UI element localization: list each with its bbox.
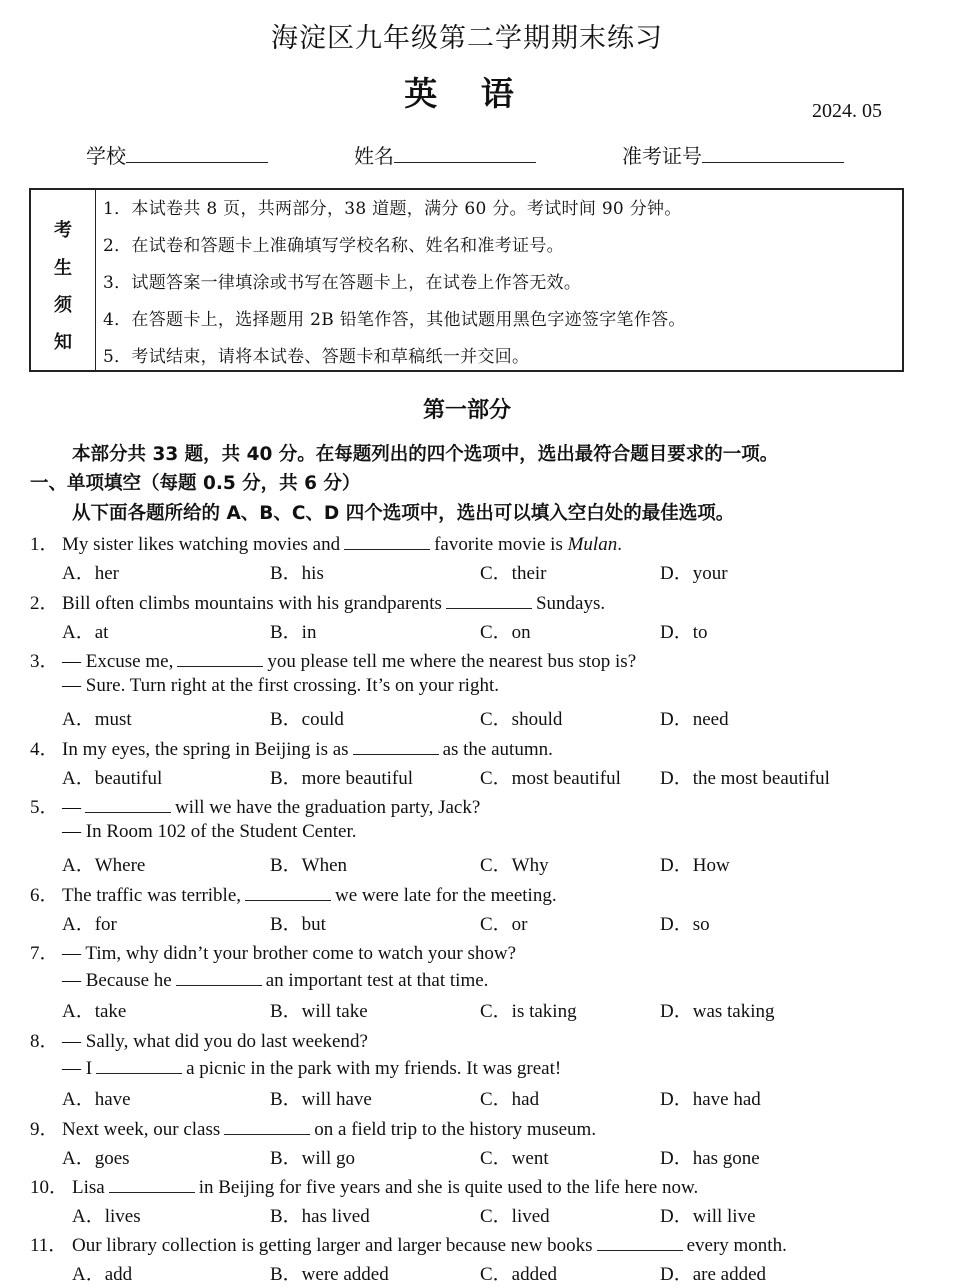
question-stem	[30, 529, 622, 556]
stem-text: Bill often climbs mountains with his grandparents	[62, 593, 442, 614]
question-number: 3．	[30, 651, 59, 672]
option-b: B．were added	[270, 1264, 389, 1285]
answer-blank	[224, 1116, 310, 1135]
option-b: B．will have	[270, 1089, 372, 1110]
question-stem	[30, 880, 557, 907]
stem-text: — Sally, what did you do last weekend?	[62, 1031, 368, 1052]
stem-text: every month.	[686, 1235, 787, 1256]
option-c: C．Why	[480, 855, 549, 876]
name-label: 姓名	[354, 144, 394, 168]
option-a: A．at	[62, 622, 109, 643]
option-a: A．for	[62, 914, 117, 935]
option-b: B．When	[270, 855, 348, 876]
answer-blank	[85, 794, 171, 813]
option-a: A．add	[72, 1264, 133, 1285]
question-stem	[30, 792, 480, 819]
option-c: C．on	[480, 622, 531, 643]
option-b: B．in	[270, 622, 317, 643]
exam-title: 海淀区九年级第二学期期末练习	[271, 23, 663, 54]
dialogue-reply	[62, 1055, 561, 1080]
question-number: 7．	[30, 943, 59, 964]
option-b: B．his	[270, 563, 324, 584]
option-d: D．to	[660, 622, 708, 643]
option-d: D．has gone	[660, 1148, 760, 1169]
question-number: 9．	[30, 1119, 59, 1140]
question-stem	[30, 1026, 368, 1053]
notice-item: 1．本试卷共 8 页，共两部分，38 道题，满分 60 分。考试时间 90 分钟。	[103, 199, 682, 219]
option-a: A．goes	[62, 1148, 130, 1169]
stem-text: — Tim, why didn’t your brother come to watch your show?	[62, 943, 517, 964]
option-d: D．have had	[660, 1089, 761, 1110]
notice-side-char: 考	[54, 220, 72, 241]
stem-text: .	[617, 534, 622, 555]
part-heading: 第一部分	[422, 398, 511, 423]
stem-text: My sister likes watching movies and	[62, 534, 341, 555]
option-c: C．is taking	[480, 1001, 577, 1022]
option-a: A．must	[62, 709, 132, 730]
notice-item: 4．在答题卡上，选择题用 2B 铅笔作答，其他试题用黑色字迹签字笔作答。	[103, 310, 686, 330]
question-number: 6．	[30, 885, 59, 906]
option-c: C．should	[480, 709, 563, 730]
answer-blank	[597, 1232, 683, 1251]
question-number: 8．	[30, 1031, 59, 1052]
option-d: D．so	[660, 914, 710, 935]
exam-id-field	[622, 140, 844, 169]
question-stem	[30, 734, 553, 761]
option-c: C．their	[480, 563, 547, 584]
notice-items	[103, 194, 896, 379]
stem-text: — Excuse me,	[62, 651, 174, 672]
option-c: C．went	[480, 1148, 549, 1169]
question-stem	[30, 1230, 787, 1257]
stem-text: on a field trip to the history museum.	[314, 1119, 597, 1140]
stem-text: In my eyes, the spring in Beijing is as	[62, 739, 349, 760]
option-b: B．has lived	[270, 1206, 370, 1227]
reply-text: — Because he	[62, 970, 172, 991]
option-a: A．have	[62, 1089, 131, 1110]
question-number: 5．	[30, 797, 59, 818]
answer-blank	[353, 736, 439, 755]
option-d: D．was taking	[660, 1001, 775, 1022]
option-c: C．or	[480, 914, 528, 935]
option-b: B．will go	[270, 1148, 355, 1169]
exam-id-blank	[702, 142, 844, 163]
stem-text: we were late for the meeting.	[335, 885, 557, 906]
dialogue-reply: — Sure. Turn right at the first crossing. It’s on your right.	[62, 675, 499, 696]
option-a: A．take	[62, 1001, 127, 1022]
school-field	[86, 140, 268, 169]
section-instructions: 从下面各题所给的 A、B、C、D 四个选项中，选出可以填入空白处的最佳选项。	[72, 503, 735, 524]
option-d: D．need	[660, 709, 729, 730]
option-d: D．will live	[660, 1206, 756, 1227]
option-c: C．added	[480, 1264, 558, 1285]
answer-blank	[176, 967, 262, 986]
school-blank	[126, 142, 268, 163]
name-field	[354, 140, 536, 169]
exam-date: 2024. 05	[812, 100, 882, 122]
stem-text: Next week, our class	[62, 1119, 221, 1140]
stem-text: as the autumn.	[442, 739, 553, 760]
notice-item: 3．试题答案一律填涂或书写在答题卡上，在试卷上作答无效。	[103, 273, 582, 293]
stem-text: —	[62, 797, 81, 818]
answer-blank	[245, 882, 331, 901]
notice-item: 2．在试卷和答题卡上准确填写学校名称、姓名和准考证号。	[103, 236, 564, 256]
answer-blank	[446, 590, 532, 609]
notice-side-char: 生	[54, 258, 72, 279]
reply-text: a picnic in the park with my friends. It was great!	[186, 1058, 562, 1079]
dialogue-reply	[62, 967, 488, 992]
stem-text: will we have the graduation party, Jack?	[175, 797, 481, 818]
option-b: B．more beautiful	[270, 768, 413, 789]
notice-side-label	[31, 190, 96, 370]
subject-title: 英 语	[404, 74, 530, 113]
question-number: 4．	[30, 739, 59, 760]
question-stem	[30, 646, 636, 673]
stem-text: Sundays.	[535, 593, 606, 614]
reply-text: an important test at that time.	[265, 970, 489, 991]
question-number: 2．	[30, 593, 59, 614]
stem-text: favorite movie is	[434, 534, 563, 555]
dialogue-reply: — In Room 102 of the Student Center.	[62, 821, 357, 842]
option-b: B．will take	[270, 1001, 368, 1022]
stem-text: Our library collection is getting larger and larger because new books	[72, 1235, 593, 1256]
option-a: A．beautiful	[62, 768, 163, 789]
name-blank	[394, 142, 536, 163]
notice-item: 5．考试结束，请将本试卷、答题卡和草稿纸一并交回。	[103, 347, 530, 367]
notice-side-char: 须	[54, 295, 72, 316]
stem-text: Lisa	[72, 1177, 105, 1198]
stem-text: The traffic was terrible,	[62, 885, 242, 906]
stem-italic-text: Mulan	[567, 534, 618, 555]
option-a: A．lives	[72, 1206, 141, 1227]
option-b: B．could	[270, 709, 344, 730]
reply-text: — I	[62, 1058, 93, 1079]
notice-side-char: 知	[54, 332, 72, 353]
stem-text: you please tell me where the nearest bus stop is?	[267, 651, 637, 672]
option-d: D．are added	[660, 1264, 767, 1285]
option-a: A．Where	[62, 855, 146, 876]
option-c: C．had	[480, 1089, 540, 1110]
option-d: D．your	[660, 563, 728, 584]
option-b: B．but	[270, 914, 326, 935]
answer-blank	[96, 1055, 182, 1074]
exam-id-label: 准考证号	[622, 144, 702, 168]
option-d: D．the most beautiful	[660, 768, 830, 789]
option-c: C．lived	[480, 1206, 550, 1227]
answer-blank	[109, 1174, 195, 1193]
question-number: 1．	[30, 534, 59, 555]
option-d: D．How	[660, 855, 730, 876]
option-c: C．most beautiful	[480, 768, 621, 789]
question-stem	[30, 1172, 698, 1199]
option-a: A．her	[62, 563, 119, 584]
answer-blank	[344, 531, 430, 550]
question-stem	[30, 588, 605, 615]
stem-text: in Beijing for five years and she is quite used to the life here now.	[198, 1177, 699, 1198]
question-number: 10．	[30, 1177, 69, 1198]
candidate-notice-box	[29, 188, 904, 372]
part-intro: 本部分共 33 题，共 40 分。在每题列出的四个选项中，选出最符合题目要求的一项。	[72, 444, 779, 465]
question-stem	[30, 938, 516, 965]
question-number: 11．	[30, 1235, 68, 1256]
section-title: 一、单项填空（每题 0.5 分，共 6 分）	[30, 473, 361, 494]
answer-blank	[177, 648, 263, 667]
question-stem	[30, 1114, 596, 1141]
school-label: 学校	[86, 144, 126, 168]
